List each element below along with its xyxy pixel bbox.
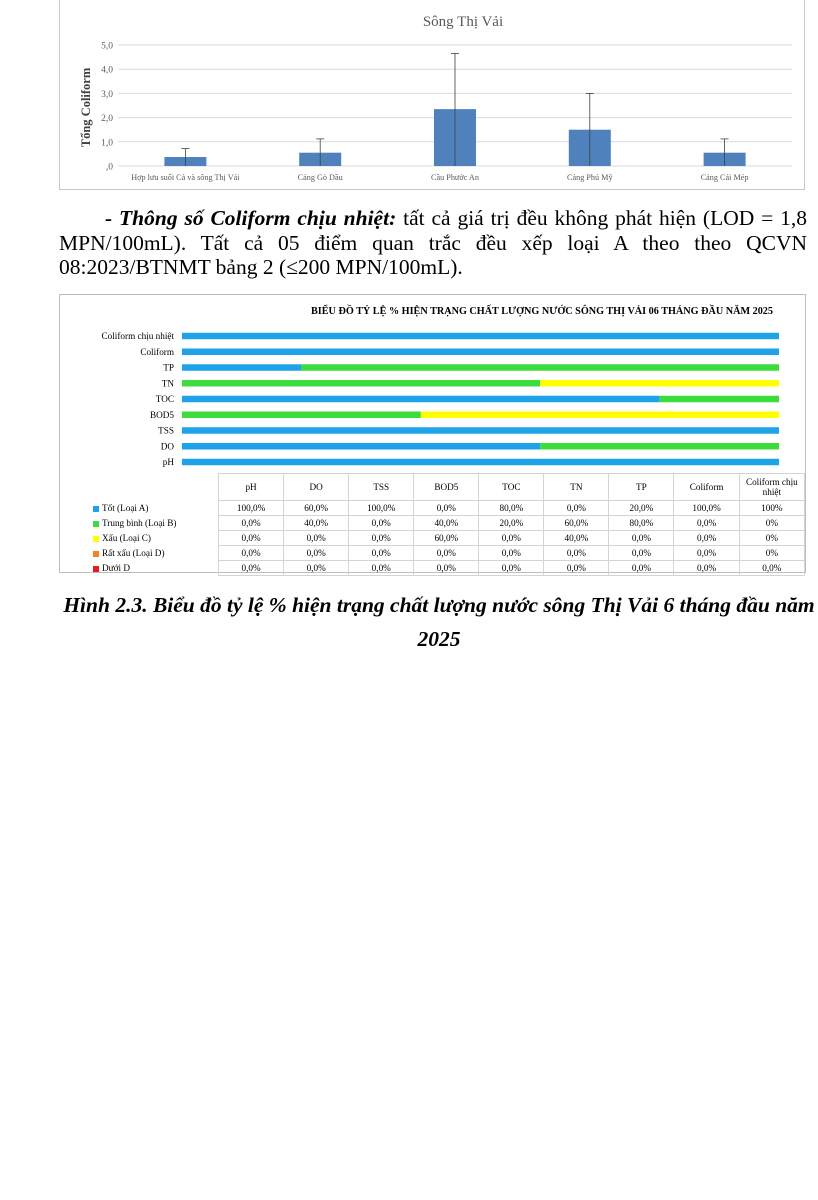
chart2-bar-segment	[182, 396, 660, 403]
table-cell: 80,0%	[479, 501, 544, 516]
chart2-bar-segment	[182, 427, 779, 434]
table-column-header: TP	[609, 474, 674, 501]
table-column-header: TN	[544, 474, 609, 501]
table-cell: 100,0%	[219, 501, 284, 516]
chart2-bar-segment	[540, 443, 779, 450]
figure-caption: Hình 2.3. Biểu đồ tỷ lệ % hiện trạng chất lượng nước sông Thị Vải 6 tháng đầu năm 2025	[63, 593, 815, 651]
table-cell: 0,0%	[674, 516, 739, 531]
table-cell: 20,0%	[609, 501, 674, 516]
quality-data-table	[90, 473, 805, 576]
legend-entry	[91, 501, 219, 516]
table-cell: 0,0%	[284, 546, 349, 561]
table-cell: 0,0%	[674, 531, 739, 546]
table-column-header: BOD5	[414, 474, 479, 501]
chart2-bar-segment	[301, 364, 779, 371]
chart2-bar-segment	[660, 396, 779, 403]
chart1-category-label: Hợp lưu suối Cả và sông Thị Vải	[131, 173, 240, 182]
legend-entry	[91, 546, 219, 561]
chart1-category-label: Cảng Gò Dầu	[297, 173, 343, 182]
chart1-ytick-label: 5,0	[101, 41, 113, 52]
chart2-bar-segment	[182, 459, 779, 466]
table-cell: 60,0%	[414, 531, 479, 546]
table-cell: 0%	[739, 531, 804, 546]
table-cell: 0,0%	[284, 531, 349, 546]
table-column-header: Coliform chịu nhiệt	[739, 474, 804, 501]
chart1-category-label: Cảng Cái Mép	[700, 173, 749, 182]
quality-ratio-chart	[59, 294, 806, 573]
chart2-bar-segment	[182, 380, 540, 387]
chart1-ytick-label: 4,0	[101, 65, 113, 76]
legend-entry	[91, 561, 219, 576]
chart2-category-label: TOC	[155, 394, 174, 405]
table-corner	[91, 474, 219, 501]
table-row	[91, 531, 805, 546]
table-cell: 0,0%	[414, 501, 479, 516]
table-cell: 40,0%	[284, 516, 349, 531]
table-cell: 0,0%	[219, 516, 284, 531]
chart2-bar-segment	[182, 443, 540, 450]
legend-label: Dưới D	[102, 563, 130, 573]
chart1-title: Sông Thị Vải	[422, 14, 504, 30]
table-row	[91, 516, 805, 531]
legend-entry	[91, 531, 219, 546]
table-cell: 0,0%	[414, 561, 479, 576]
table-cell: 0,0%	[219, 546, 284, 561]
table-cell: 0,0%	[739, 561, 804, 576]
table-cell: 0,0%	[674, 546, 739, 561]
table-row	[91, 546, 805, 561]
table-column-header: Coliform	[674, 474, 739, 501]
coliform-bar-chart-svg	[60, 0, 806, 190]
table-column-header: TOC	[479, 474, 544, 501]
chart2-bar-segment	[182, 412, 421, 419]
table-cell: 0,0%	[544, 501, 609, 516]
chart2-category-label: pH	[162, 457, 174, 468]
table-cell: 0,0%	[544, 561, 609, 576]
table-cell: 0,0%	[349, 546, 414, 561]
table-cell: 0,0%	[414, 546, 479, 561]
table-cell: 20,0%	[479, 516, 544, 531]
table-cell: 0%	[739, 516, 804, 531]
legend-swatch	[93, 506, 99, 512]
chart2-bar-segment	[182, 333, 779, 340]
table-cell: 0,0%	[349, 516, 414, 531]
table-row	[91, 561, 805, 576]
coliform-bar-chart	[59, 0, 805, 190]
chart2-category-label: Coliform	[140, 346, 174, 357]
paragraph-body: tất cả giá trị đều không phát hiện (LOD = 1,8 MPN/100mL). Tất cả 05 điểm quan trắc đều xếp loại A theo theo QCVN 08:2023/BTNMT bảng 2 (≤200 MPN/100mL).	[59, 206, 808, 279]
table-cell: 0,0%	[284, 561, 349, 576]
chart1-ylabel: Tổng Coliform	[79, 67, 93, 148]
chart2-category-label: TSS	[158, 425, 174, 436]
table-column-header: DO	[284, 474, 349, 501]
paragraph-lead: - Thông số Coliform chịu nhiệt:	[105, 206, 397, 230]
chart2-category-label: Coliform chịu nhiệt	[101, 331, 174, 342]
chart2-bar-segment	[540, 380, 779, 387]
table-cell: 0,0%	[479, 546, 544, 561]
legend-swatch	[93, 551, 99, 557]
table-cell: 60,0%	[544, 516, 609, 531]
table-cell: 100,0%	[674, 501, 739, 516]
legend-label: Rất xấu (Loại D)	[102, 548, 165, 558]
legend-label: Trung bình (Loại B)	[102, 518, 177, 528]
table-cell: 0,0%	[479, 531, 544, 546]
table-cell: 0,0%	[219, 561, 284, 576]
legend-swatch	[93, 521, 99, 527]
chart1-category-label: Cảng Phú Mỹ	[567, 173, 613, 182]
chart1-ytick-label: ,0	[105, 162, 113, 173]
table-cell: 100,0%	[349, 501, 414, 516]
table-cell: 40,0%	[414, 516, 479, 531]
table-cell: 0,0%	[479, 561, 544, 576]
table-cell: 0,0%	[609, 561, 674, 576]
table-row	[91, 501, 805, 516]
table-column-header: TSS	[349, 474, 414, 501]
table-cell: 0,0%	[609, 546, 674, 561]
table-cell: 40,0%	[544, 531, 609, 546]
chart2-bar-segment	[421, 412, 779, 419]
table-column-header: pH	[219, 474, 284, 501]
chart2-category-label: DO	[160, 441, 174, 452]
legend-swatch	[93, 566, 99, 572]
chart2-title: BIỂU ĐỒ TỶ LỆ % HIỆN TRẠNG CHẤT LƯỢNG NƯỚC SÔNG THỊ VẢI 06 THÁNG ĐẦU NĂM 2025	[311, 306, 773, 317]
legend-entry	[91, 516, 219, 531]
chart2-category-label: TP	[163, 362, 174, 373]
legend-label: Tốt (Loại A)	[102, 503, 149, 513]
table-cell: 0,0%	[674, 561, 739, 576]
legend-swatch	[93, 536, 99, 542]
table-cell: 0,0%	[349, 561, 414, 576]
table-cell: 0,0%	[219, 531, 284, 546]
chart1-ytick-label: 3,0	[101, 89, 113, 100]
chart1-ytick-label: 1,0	[101, 138, 113, 149]
chart2-category-label: BOD5	[150, 409, 174, 420]
chart1-ytick-label: 2,0	[101, 114, 113, 125]
table-cell: 0%	[739, 546, 804, 561]
table-cell: 100%	[739, 501, 804, 516]
coliform-paragraph	[59, 206, 807, 280]
chart2-category-label: TN	[161, 378, 174, 389]
table-cell: 60,0%	[284, 501, 349, 516]
table-cell: 80,0%	[609, 516, 674, 531]
chart2-bar-segment	[182, 364, 301, 371]
legend-label: Xấu (Loại C)	[102, 533, 151, 543]
chart1-category-label: Cầu Phước An	[431, 173, 479, 182]
table-cell: 0,0%	[609, 531, 674, 546]
chart2-bar-segment	[182, 349, 779, 356]
table-cell: 0,0%	[544, 546, 609, 561]
quality-ratio-chart-svg	[60, 295, 805, 475]
table-cell: 0,0%	[349, 531, 414, 546]
